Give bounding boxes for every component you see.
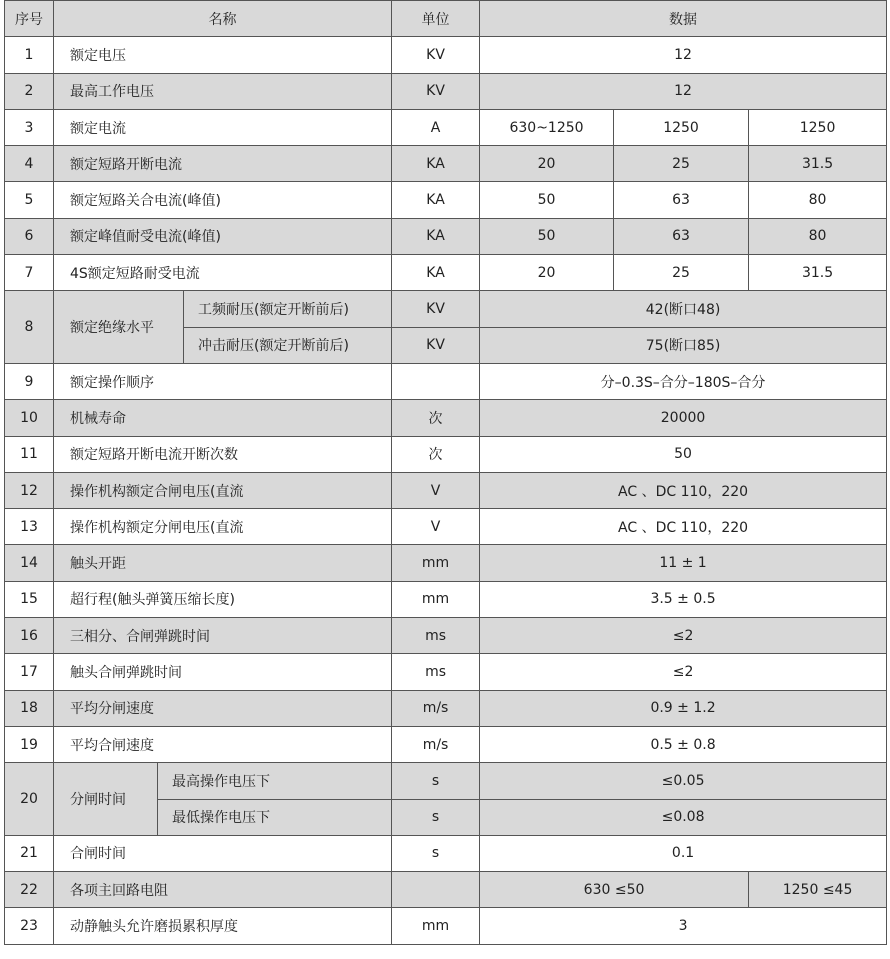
row-value-2: 63 [614, 182, 749, 218]
row-name: 额定操作顺序 [54, 363, 392, 399]
row-name: 合闸时间 [54, 835, 392, 871]
table-row [5, 73, 887, 109]
row-value: 3.5 ± 0.5 [480, 581, 887, 617]
row-sub-name: 最低操作电压下 [158, 799, 392, 835]
table-row [5, 218, 887, 254]
row-unit: KV [392, 291, 480, 327]
row-unit: KA [392, 182, 480, 218]
row-value: 0.5 ± 0.8 [480, 726, 887, 762]
row-no: 17 [5, 654, 54, 690]
spec-table [4, 0, 887, 945]
row-name: 额定电流 [54, 109, 392, 145]
table-row [5, 400, 887, 436]
row-value-3: 80 [749, 182, 887, 218]
table-header-row [5, 1, 887, 37]
table-row [5, 255, 887, 291]
row-value: ≤0.05 [480, 763, 887, 799]
row-unit: s [392, 835, 480, 871]
row-no: 10 [5, 400, 54, 436]
row-no: 23 [5, 908, 54, 944]
row-value-1: 20 [480, 255, 614, 291]
row-sub-name: 工频耐压(额定开断前后) [184, 291, 392, 327]
row-value-3: 31.5 [749, 255, 887, 291]
row-no: 5 [5, 182, 54, 218]
row-unit: mm [392, 908, 480, 944]
row-value: 分–0.3S–合分–180S–合分 [480, 363, 887, 399]
row-no: 13 [5, 509, 54, 545]
row-unit: m/s [392, 690, 480, 726]
row-no: 14 [5, 545, 54, 581]
row-value-3: 1250 [749, 109, 887, 145]
row-value: AC 、DC 110，220 [480, 472, 887, 508]
row-no: 18 [5, 690, 54, 726]
table-row [5, 545, 887, 581]
row-unit: m/s [392, 726, 480, 762]
spec-table-container [4, 0, 886, 945]
row-no: 2 [5, 73, 54, 109]
row-name: 平均合闸速度 [54, 726, 392, 762]
row-value: 11 ± 1 [480, 545, 887, 581]
table-row [5, 363, 887, 399]
table-row [5, 763, 887, 799]
row-name: 额定峰值耐受电流(峰值) [54, 218, 392, 254]
row-value: 0.9 ± 1.2 [480, 690, 887, 726]
row-unit [392, 363, 480, 399]
row-unit: 次 [392, 436, 480, 472]
row-name: 平均分闸速度 [54, 690, 392, 726]
row-value-3: 31.5 [749, 146, 887, 182]
row-no: 11 [5, 436, 54, 472]
row-value-1: 630~1250 [480, 109, 614, 145]
row-unit: KA [392, 146, 480, 182]
row-value-1: 50 [480, 182, 614, 218]
row-value-2: 25 [614, 146, 749, 182]
header-name: 名称 [54, 1, 392, 37]
table-row [5, 618, 887, 654]
row-name: 触头开距 [54, 545, 392, 581]
header-no: 序号 [5, 1, 54, 37]
table-row [5, 291, 887, 327]
row-value-1: 50 [480, 218, 614, 254]
row-value-1: 20 [480, 146, 614, 182]
row-name: 额定短路关合电流(峰值) [54, 182, 392, 218]
row-name: 各项主回路电阻 [54, 872, 392, 908]
table-row [5, 37, 887, 73]
row-name: 4S额定短路耐受电流 [54, 255, 392, 291]
row-unit: KA [392, 218, 480, 254]
row-value: AC 、DC 110，220 [480, 509, 887, 545]
row-unit: ms [392, 654, 480, 690]
row-name: 机械寿命 [54, 400, 392, 436]
row-unit: A [392, 109, 480, 145]
row-no: 16 [5, 618, 54, 654]
row-name: 最高工作电压 [54, 73, 392, 109]
row-value: ≤2 [480, 618, 887, 654]
row-value: 12 [480, 73, 887, 109]
row-name: 操作机构额定分闸电压(直流 [54, 509, 392, 545]
row-no: 4 [5, 146, 54, 182]
row-no: 9 [5, 363, 54, 399]
table-row [5, 109, 887, 145]
table-row [5, 472, 887, 508]
row-no: 21 [5, 835, 54, 871]
row-unit [392, 872, 480, 908]
row-name: 额定短路开断电流开断次数 [54, 436, 392, 472]
table-row [5, 182, 887, 218]
row-value: 42(断口48) [480, 291, 887, 327]
table-row [5, 908, 887, 944]
row-value: 0.1 [480, 835, 887, 871]
row-name: 额定绝缘水平 [54, 291, 184, 364]
row-name: 操作机构额定合闸电压(直流 [54, 472, 392, 508]
row-value-2: 1250 ≤45 [749, 872, 887, 908]
table-row [5, 146, 887, 182]
table-row [5, 872, 887, 908]
table-row [5, 436, 887, 472]
row-unit: KV [392, 37, 480, 73]
row-name: 额定短路开断电流 [54, 146, 392, 182]
row-no: 12 [5, 472, 54, 508]
row-value: 75(断口85) [480, 327, 887, 363]
row-value: 3 [480, 908, 887, 944]
row-value: 50 [480, 436, 887, 472]
row-value: 20000 [480, 400, 887, 436]
row-value: ≤2 [480, 654, 887, 690]
row-no: 15 [5, 581, 54, 617]
row-no: 8 [5, 291, 54, 364]
row-sub-name: 最高操作电压下 [158, 763, 392, 799]
row-value-2: 63 [614, 218, 749, 254]
row-no: 3 [5, 109, 54, 145]
row-unit: V [392, 509, 480, 545]
row-name: 额定电压 [54, 37, 392, 73]
row-unit: s [392, 763, 480, 799]
table-row [5, 726, 887, 762]
row-unit: KV [392, 327, 480, 363]
row-no: 22 [5, 872, 54, 908]
row-name: 触头合闸弹跳时间 [54, 654, 392, 690]
row-no: 1 [5, 37, 54, 73]
table-row [5, 690, 887, 726]
row-sub-name: 冲击耐压(额定开断前后) [184, 327, 392, 363]
row-value-2: 1250 [614, 109, 749, 145]
row-unit: s [392, 799, 480, 835]
row-value-3: 80 [749, 218, 887, 254]
row-unit: KV [392, 73, 480, 109]
row-value-2: 25 [614, 255, 749, 291]
row-value: 12 [480, 37, 887, 73]
row-unit: KA [392, 255, 480, 291]
row-no: 19 [5, 726, 54, 762]
row-unit: V [392, 472, 480, 508]
row-no: 20 [5, 763, 54, 836]
row-name: 超行程(触头弹簧压缩长度) [54, 581, 392, 617]
row-value-1: 630 ≤50 [480, 872, 749, 908]
header-unit: 单位 [392, 1, 480, 37]
table-row [5, 581, 887, 617]
table-row [5, 509, 887, 545]
row-unit: mm [392, 581, 480, 617]
row-name: 动静触头允许磨损累积厚度 [54, 908, 392, 944]
header-data: 数据 [480, 1, 887, 37]
row-no: 6 [5, 218, 54, 254]
row-unit: mm [392, 545, 480, 581]
row-value: ≤0.08 [480, 799, 887, 835]
row-name: 三相分、合闸弹跳时间 [54, 618, 392, 654]
row-unit: 次 [392, 400, 480, 436]
table-row [5, 835, 887, 871]
row-no: 7 [5, 255, 54, 291]
row-unit: ms [392, 618, 480, 654]
table-row [5, 654, 887, 690]
row-name: 分闸时间 [54, 763, 158, 836]
